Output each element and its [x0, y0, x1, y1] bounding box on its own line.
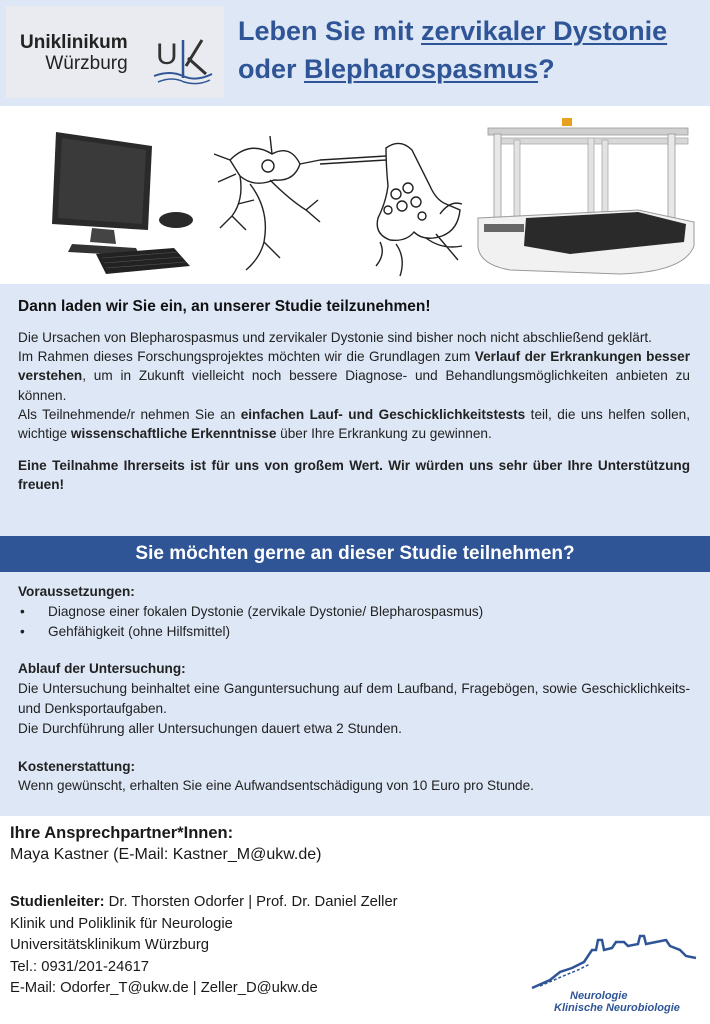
uniklinikum-logo	[6, 6, 224, 98]
contact-title: Ihre Ansprechpartner*Innen:	[10, 824, 234, 842]
neurology-logo-line2: Klinische Neurobiologie	[554, 1002, 680, 1014]
intro-p3-e: über Ihre Erkrankung zu gewinnen.	[276, 426, 492, 442]
procedure-duration: Die Durchführung aller Untersuchungen dauert etwa 2 Stunden.	[18, 720, 402, 736]
procedure-title: Ablauf der Untersuchung:	[18, 661, 186, 677]
hospital-name: Universitätsklinikum Würzburg	[10, 937, 209, 954]
headline-term-1: zervikaler Dystonie	[421, 16, 668, 46]
requirements-title: Voraussetzungen:	[18, 584, 135, 599]
intro-title: Dann laden wir Sie ein, an unserer Studie teilzunehmen!	[18, 298, 431, 315]
intro-p2-a: Im Rahmen dieses Forschungsprojektes möchten wir die Grundlagen zum	[18, 349, 475, 365]
cost-text: Wenn gewünscht, erhalten Sie eine Aufwandsentschädigung von 10 Euro pro Stunde.	[18, 778, 534, 794]
contact-section	[10, 822, 530, 1000]
headline-text-1: Leben Sie mit	[238, 16, 422, 46]
neuron-synapse-icon	[210, 130, 470, 280]
intro-paragraph-1	[18, 328, 690, 443]
neurology-logo	[520, 928, 706, 1018]
intro-p1: Die Ursachen von Blepharospasmus und zervikaler Dystonie sind bisher noch nicht abschließend geklärt.	[18, 330, 652, 345]
intro-p3-a: Als Teilnehmende/r nehmen Sie an	[18, 406, 241, 422]
study-lead-names: Dr. Thorsten Odorfer | Prof. Dr. Daniel Zeller	[104, 894, 398, 910]
logo-line2: Würzburg	[45, 53, 128, 74]
castle-skyline-icon	[520, 928, 706, 990]
logo-text	[20, 32, 128, 74]
logo-line1: Uniklinikum	[20, 32, 128, 53]
cost-title: Kostenerstattung:	[18, 758, 136, 774]
headline	[238, 12, 700, 88]
procedure-text: Die Untersuchung beinhaltet eine Ganguntersuchung auf dem Laufband, Fragebögen, sowie Geschicklichkeits- und Denksportaufgaben.	[18, 681, 690, 716]
clinic-name: Klinik und Poliklinik für Neurologie	[10, 915, 233, 932]
study-lead-info	[10, 892, 530, 1000]
intro-p3-d: wissenschaftliche Erkenntnisse	[70, 426, 277, 442]
requirements-list	[18, 602, 690, 642]
conditions-section	[0, 572, 710, 816]
list-item: • Diagnose einer fokalen Dystonie (zervikale Dystonie/ Blepharospasmus)	[18, 602, 690, 622]
intro-p3-c: teil, die uns helfen sollen, wichtige	[18, 406, 690, 442]
headline-question-mark: ?	[538, 54, 555, 84]
contact-person: Maya Kastner (E-Mail: Kastner_M@ukw.de)	[10, 846, 322, 863]
svg-text:U: U	[156, 38, 178, 71]
computer-icon	[44, 128, 204, 278]
illustrations	[0, 106, 710, 284]
participation-banner: Sie möchten gerne an dieser Studie teilnehmen?	[0, 536, 710, 572]
neurology-logo-line1: Neurologie	[570, 990, 628, 1002]
ukw-mark-icon	[150, 26, 216, 88]
list-item: • Gehfähigkeit (ohne Hilfsmittel)	[18, 622, 690, 642]
header	[0, 0, 710, 106]
intro-section	[0, 284, 710, 536]
phone-number: Tel.: 0931/201-24617	[10, 958, 150, 975]
intro-p3-b: einfachen Lauf- und Geschicklichkeitstests	[240, 406, 526, 422]
study-lead-label: Studienleiter:	[10, 894, 105, 910]
headline-term-2: Blepharospasmus	[304, 54, 539, 84]
intro-p2-b: Verlauf der Erkrankungen besser verstehen	[18, 349, 690, 384]
intro-closing: Eine Teilnahme Ihrerseits ist für uns von großem Wert. Wir würden uns sehr über Ihre Unterstützung freuen!	[18, 458, 690, 493]
intro-p2-c: , um in Zukunft vielleicht noch bessere Diagnose- und Behandlungsmöglichkeiten anbieten zu können.	[18, 368, 690, 403]
headline-text-2: oder	[238, 54, 305, 84]
treadmill-icon	[470, 114, 702, 282]
email-addresses: E-Mail: Odorfer_T@ukw.de | Zeller_D@ukw.de	[10, 980, 318, 997]
